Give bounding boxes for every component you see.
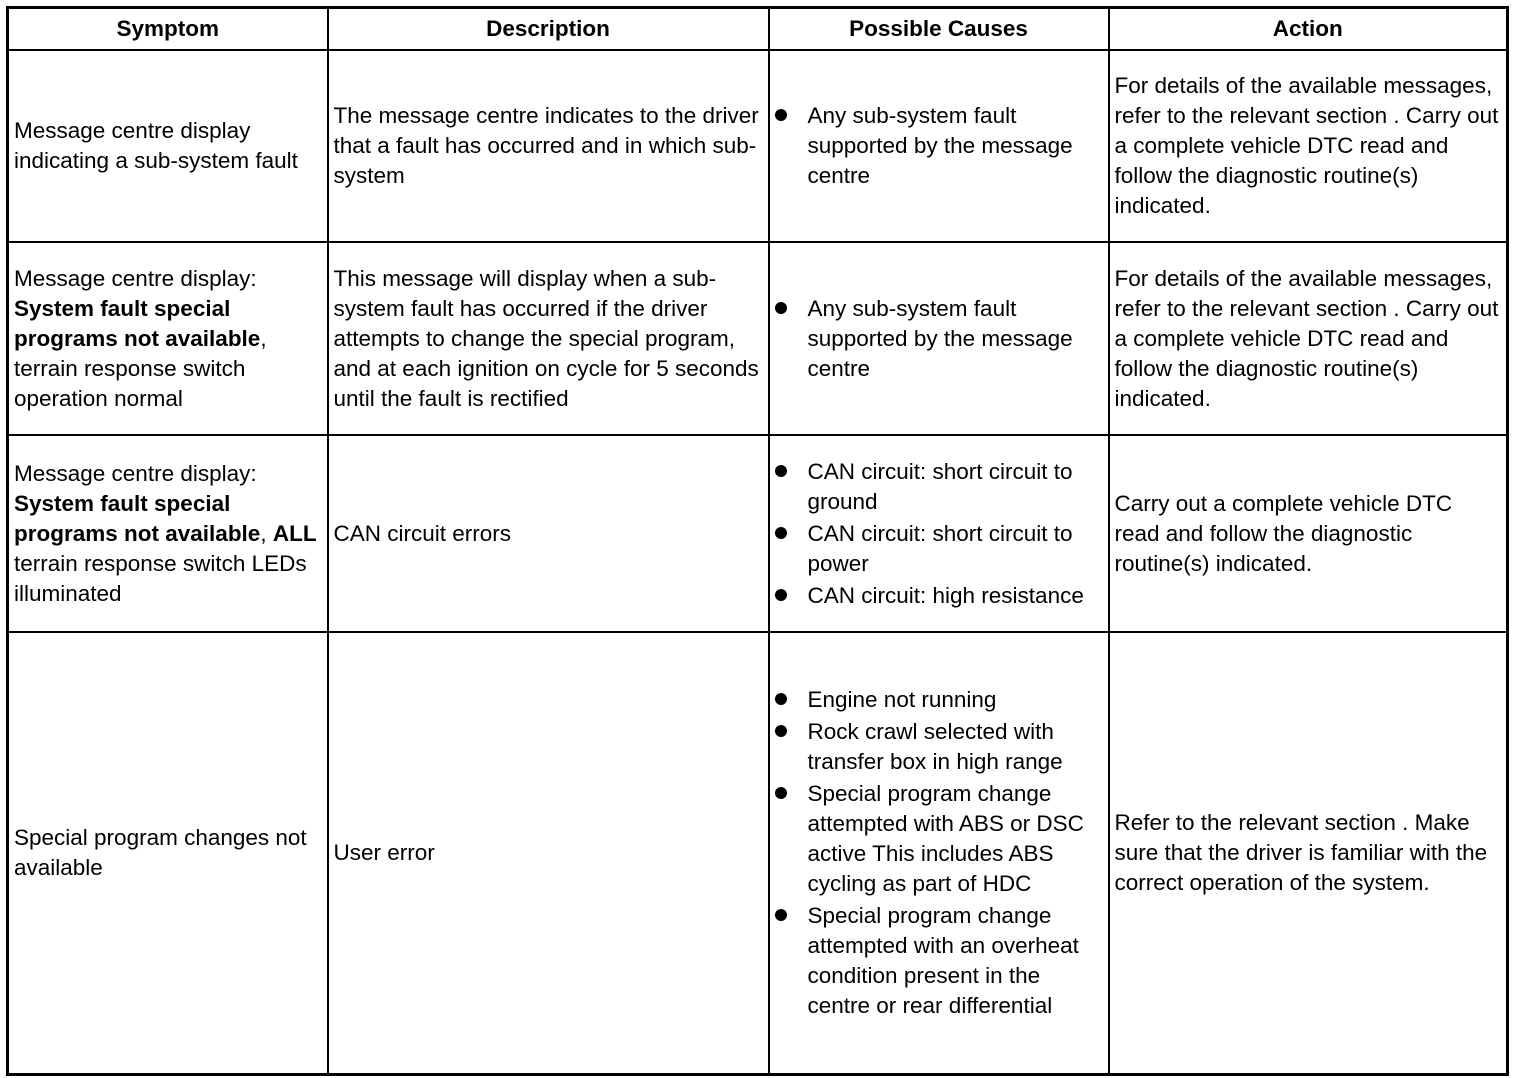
- diagnostic-table-page: [6, 6, 1508, 1072]
- bullet-icon: [775, 302, 787, 314]
- header-possible-causes: Possible Causes: [769, 8, 1109, 51]
- possible-causes-cell: [769, 242, 1109, 435]
- header-description: Description: [328, 8, 769, 51]
- action-cell: For details of the available messages, refer to the relevant section . Carry out a complete vehicle DTC read and follow the diagnostic routine(s) indicated.: [1109, 50, 1508, 242]
- causes-list: [775, 457, 1103, 611]
- symptom-text: Message centre display:: [14, 460, 257, 486]
- symptom-text: ,: [260, 520, 267, 546]
- bullet-icon: [775, 725, 787, 737]
- cause-item: Any sub-system fault supported by the message centre: [775, 294, 1103, 384]
- description-cell: CAN circuit errors: [328, 435, 769, 632]
- symptom-cell: [8, 242, 328, 435]
- symptom-chart-table: [6, 6, 1509, 1076]
- symptom-text: , terrain response switch operation normal: [14, 325, 267, 411]
- action-cell: For details of the available messages, refer to the relevant section . Carry out a complete vehicle DTC read and follow the diagnostic routine(s) indicated.: [1109, 242, 1508, 435]
- action-cell: Carry out a complete vehicle DTC read and follow the diagnostic routine(s) indicated.: [1109, 435, 1508, 632]
- cause-item: Engine not running: [775, 685, 1103, 715]
- table-row: [8, 632, 1508, 1074]
- cause-item: CAN circuit: short circuit to power: [775, 519, 1103, 579]
- action-cell: Refer to the relevant section . Make sure that the driver is familiar with the correct operation of the system.: [1109, 632, 1508, 1074]
- symptom-bold-all: ALL: [272, 520, 317, 546]
- cause-item: CAN circuit: high resistance: [775, 581, 1103, 611]
- table-row: [8, 50, 1508, 242]
- possible-causes-cell: [769, 50, 1109, 242]
- symptom-text: terrain response switch LEDs illuminated: [14, 550, 307, 606]
- cause-item: Any sub-system fault supported by the message centre: [775, 101, 1103, 191]
- causes-list: [775, 685, 1103, 1021]
- header-row: [8, 8, 1508, 51]
- cause-item: Rock crawl selected with transfer box in high range: [775, 717, 1103, 777]
- table-row: [8, 242, 1508, 435]
- causes-list: [775, 294, 1103, 384]
- symptom-cell: [8, 435, 328, 632]
- cause-item: CAN circuit: short circuit to ground: [775, 457, 1103, 517]
- symptom-text: Message centre display indicating a sub-system fault: [14, 118, 298, 173]
- symptom-text: Message centre display:: [14, 265, 257, 291]
- symptom-bold-message: System fault special programs not available: [14, 295, 261, 351]
- symptom-cell: [8, 632, 328, 1074]
- symptom-cell: [8, 50, 328, 242]
- table-row: [8, 435, 1508, 632]
- possible-causes-cell: [769, 632, 1109, 1074]
- description-cell: This message will display when a sub-system fault has occurred if the driver attempts to change the special program, and at each ignition on cycle for 5 seconds until the fault is rectified: [328, 242, 769, 435]
- bullet-icon: [775, 589, 787, 601]
- causes-list: [775, 101, 1103, 191]
- cause-item: Special program change attempted with an overheat condition present in the centre or rear differential: [775, 901, 1103, 1021]
- description-cell: The message centre indicates to the driver that a fault has occurred and in which sub-system: [328, 50, 769, 242]
- cause-item: Special program change attempted with ABS or DSC active This includes ABS cycling as part of HDC: [775, 779, 1103, 899]
- header-action: Action: [1109, 8, 1508, 51]
- symptom-text: Special program changes not available: [14, 824, 307, 880]
- bullet-icon: [775, 909, 787, 921]
- bullet-icon: [775, 109, 787, 121]
- bullet-icon: [775, 527, 787, 539]
- header-symptom: Symptom: [8, 8, 328, 51]
- bullet-icon: [775, 787, 787, 799]
- possible-causes-cell: [769, 435, 1109, 632]
- bullet-icon: [775, 465, 787, 477]
- bullet-icon: [775, 693, 787, 705]
- symptom-bold-message: System fault special programs not available: [14, 490, 261, 546]
- description-cell: User error: [328, 632, 769, 1074]
